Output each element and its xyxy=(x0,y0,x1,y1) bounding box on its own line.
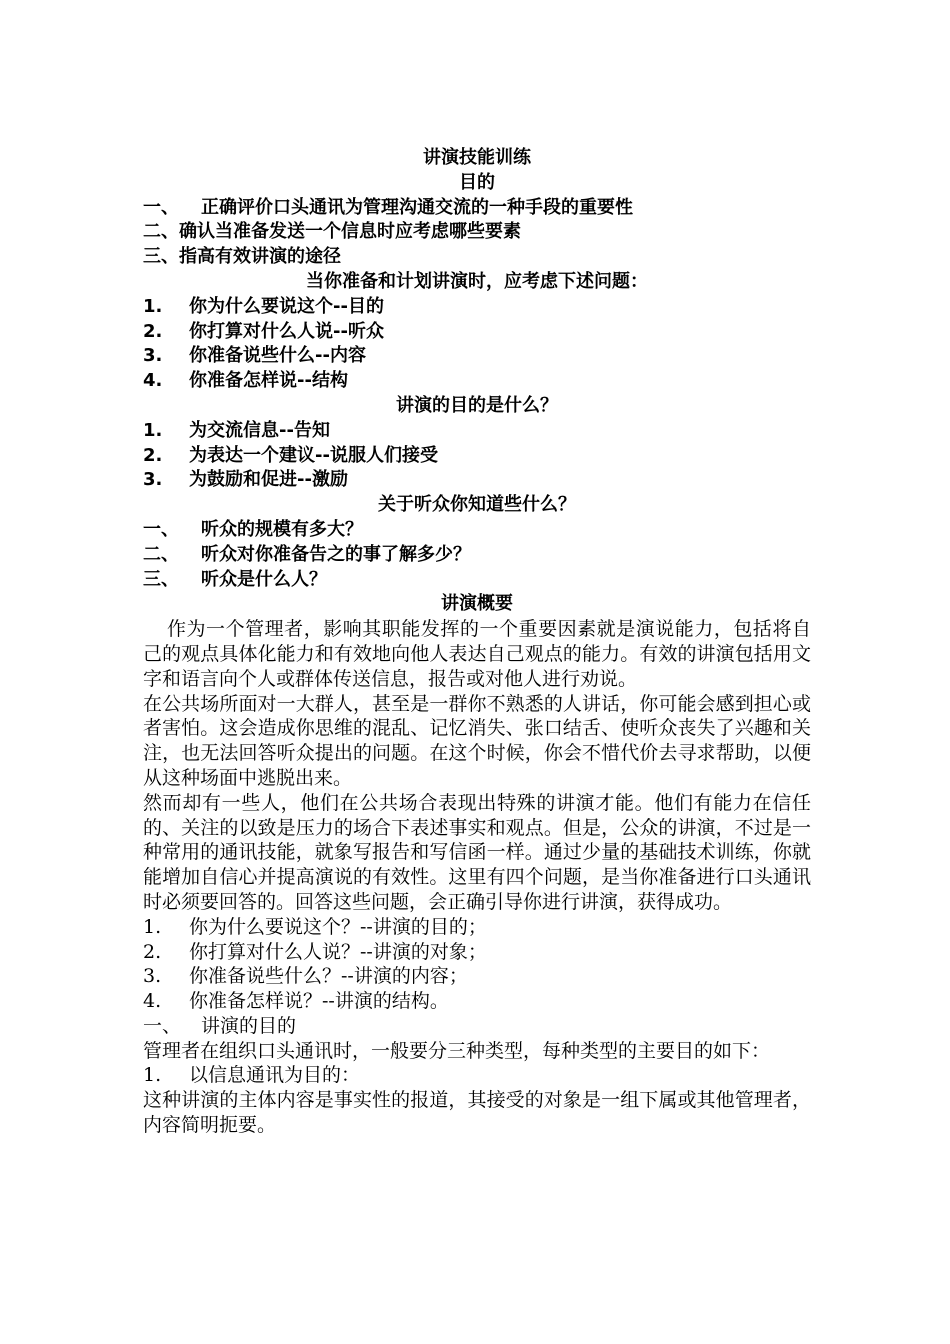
list-marker: 1. xyxy=(143,1064,162,1087)
goal-item xyxy=(143,419,811,444)
section-intro-paragraph: 管理者在组织口头通讯时，一般要分三种类型，每种类型的主要目的如下： xyxy=(143,1039,771,1062)
section-heading-text: 讲演的目的 xyxy=(201,1014,297,1037)
body-paragraph: 作为一个管理者，影响其职能发挥的一个重要因素就是演说能力，包括将自己的观点具体化能力和有效地向他人表达自己观点的能力。有效的讲演包括用文字和语言向个人或群体传送信息，报告或对他人进行劝说。 xyxy=(143,618,811,690)
goal-item xyxy=(143,468,811,493)
list-item-text: 指高有效讲演的途径 xyxy=(179,246,341,268)
list-item-text: 听众的规模有多大？ xyxy=(201,518,363,540)
body-paragraph: 这种讲演的主体内容是事实性的报道，其接受的对象是一组下属或其他管理者，内容简明扼要。 xyxy=(143,1089,811,1137)
list-item-text: 正确评价口头通讯为管理沟通交流的一种手段的重要性 xyxy=(201,196,633,218)
question-item xyxy=(143,989,811,1014)
audience-item xyxy=(143,568,811,593)
list-item-text: 你打算对什么人说？--讲演的对象； xyxy=(189,940,487,963)
prep-item xyxy=(143,295,811,320)
purpose-heading: 目的 xyxy=(459,171,495,193)
question-item xyxy=(143,940,811,965)
prep-item xyxy=(143,320,811,345)
list-item-text: 确认当准备发送一个信息时应考虑哪些要素 xyxy=(179,221,521,243)
list-marker: 1. xyxy=(143,419,163,441)
list-marker: 2. xyxy=(143,940,162,963)
goal-item xyxy=(143,444,811,469)
list-item-text: 你准备怎样说？--讲演的结构。 xyxy=(189,990,449,1013)
question-item xyxy=(143,964,811,989)
list-marker: 二、 xyxy=(143,543,179,565)
list-item-text: 你打算对什么人说--听众 xyxy=(189,320,384,342)
list-marker: 一、 xyxy=(143,1014,182,1037)
question-item xyxy=(143,915,811,940)
prep-heading: 当你准备和计划讲演时，应考虑下述问题： xyxy=(306,270,648,292)
list-marker: 1. xyxy=(143,295,163,317)
list-marker: 2. xyxy=(143,444,163,466)
list-marker: 3. xyxy=(143,965,162,988)
subsection-heading xyxy=(143,1063,811,1088)
list-marker: 3. xyxy=(143,345,163,367)
list-marker: 4. xyxy=(143,990,162,1013)
list-marker: 三、 xyxy=(143,568,179,590)
list-marker: 一、 xyxy=(143,518,179,540)
purpose-item xyxy=(143,196,811,221)
list-marker: 一、 xyxy=(143,196,179,218)
list-item-text: 你准备说些什么--内容 xyxy=(189,345,366,367)
document-title: 讲演技能训练 xyxy=(423,147,531,168)
purpose-item xyxy=(143,245,811,270)
list-item-text: 为鼓励和促进--激励 xyxy=(189,469,348,491)
list-marker: 2. xyxy=(143,320,163,342)
list-item-text: 为表达一个建议--说服人们接受 xyxy=(189,444,438,466)
document-page xyxy=(143,146,811,1138)
list-item-text: 你为什么要说这个--目的 xyxy=(189,295,384,317)
purpose-item xyxy=(143,220,811,245)
prep-item xyxy=(143,369,811,394)
list-marker: 三、 xyxy=(143,246,179,268)
prep-item xyxy=(143,344,811,369)
section-heading xyxy=(143,1014,811,1039)
audience-item xyxy=(143,518,811,543)
body-paragraph: 在公共场所面对一大群人，甚至是一群你不熟悉的人讲话，你可能会感到担心或者害怕。这会造成你思维的混乱、记忆消失、张口结舌、使听众丧失了兴趣和关注，也无法回答听众提出的问题。在这个时候，你会不惜代价去寻求帮助，以便从这种场面中逃脱出来。 xyxy=(143,692,811,789)
subsection-heading-text: 以信息通讯为目的： xyxy=(189,1064,361,1087)
body-paragraph: 然而却有一些人，他们在公共场合表现出特殊的讲演才能。他们有能力在信任的、关注的以致是压力的场合下表述事实和观点。但是，公众的讲演，不过是一种常用的通讯技能，就象写报告和写信函一样。通过少量的基础技术训练，你就能增加自信心并提高演说的有效性。这里有四个问题，是当你准备进行口头通讯时必须要回答的。回答这些问题，会正确引导你进行讲演，获得成功。 xyxy=(143,791,811,913)
list-item-text: 你准备说些什么？--讲演的内容； xyxy=(189,965,468,988)
list-item-text: 你为什么要说这个？--讲演的目的； xyxy=(189,915,487,938)
list-item-text: 听众是什么人？ xyxy=(201,568,327,590)
goal-heading: 讲演的目的是什么？ xyxy=(396,394,558,416)
list-marker: 1. xyxy=(143,915,162,938)
audience-heading: 关于听众你知道些什么？ xyxy=(378,494,576,516)
audience-item xyxy=(143,543,811,568)
list-item-text: 为交流信息--告知 xyxy=(189,419,330,441)
list-marker: 3. xyxy=(143,469,163,491)
list-marker: 4. xyxy=(143,370,163,392)
list-marker: 二、 xyxy=(143,221,179,243)
overview-heading: 讲演概要 xyxy=(441,593,513,615)
list-item-text: 听众对你准备告之的事了解多少？ xyxy=(201,543,471,565)
list-item-text: 你准备怎样说--结构 xyxy=(189,370,348,392)
